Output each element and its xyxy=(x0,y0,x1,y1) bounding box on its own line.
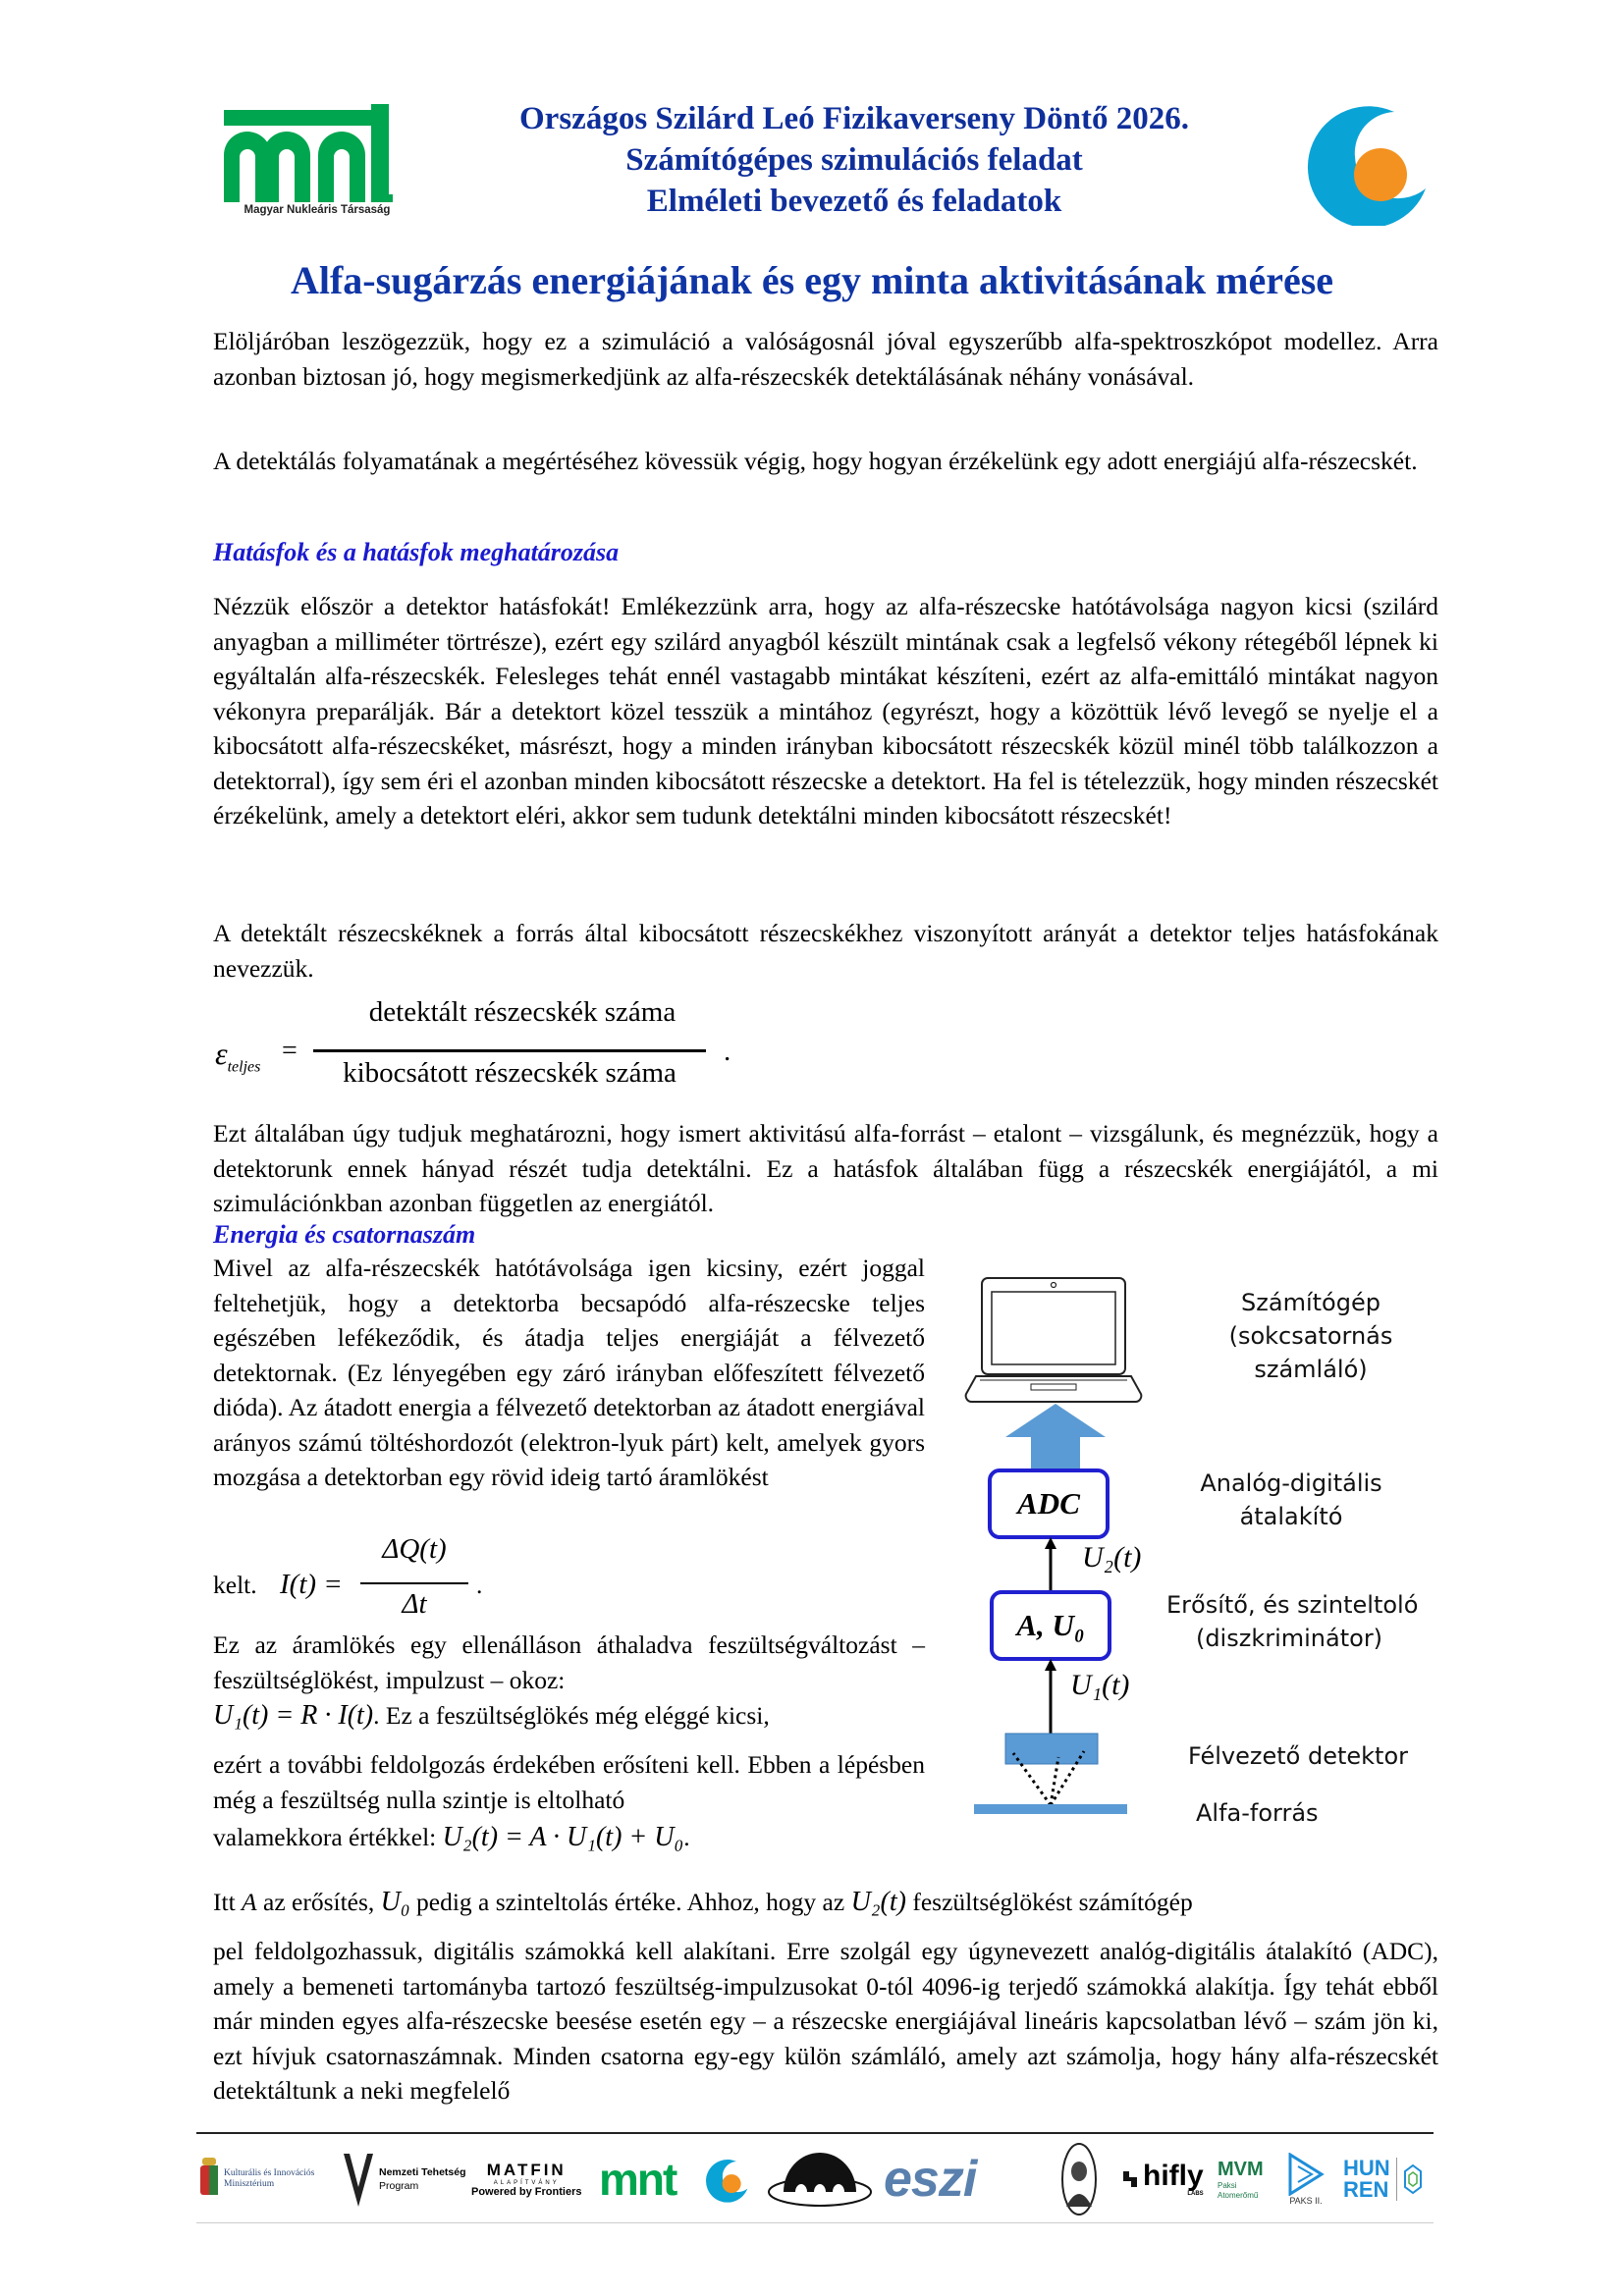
logo-portrait-seal xyxy=(1060,2140,1098,2218)
logo-crescent-small xyxy=(699,2140,748,2218)
u1-followup-text: . Ez a feszültséglökés még eléggé kicsi, xyxy=(373,1701,770,1730)
efficiency-formula xyxy=(213,996,763,1104)
energy-paragraph-1: Mivel az alfa-részecskék hatótávolsága igen kicsiny, ezért joggal feltehetjük, hogy a detektorba becsapódó alfa-részecske teljes egészében lefékeződik, és átadja teljes energiáját a félvezető detektornak. (Ez lényegében egy záró irányban előfeszített félvezető dióda). Az átadott energia a félvezető detektorban az átadott energiával arányos számú töltéshordozót (elektron-lyuk párt) kelt, amelyek gyors mozgása a detektorban egy rövid ideig tartó áramlökést xyxy=(213,1254,925,1491)
formula-numerator: detektált részecskék száma xyxy=(368,996,677,1028)
formula-prefix: kelt. xyxy=(213,1571,257,1599)
mnt-logo-mark-icon xyxy=(224,104,410,202)
logo-eszi: eszi xyxy=(884,2151,977,2208)
detector-label: Félvezető detektor xyxy=(1188,1742,1409,1770)
crescent-sun-icon xyxy=(699,2148,748,2211)
alpha-source-label: Alfa-forrás xyxy=(1196,1799,1319,1827)
computer-label: Számítógép (sokcsatornás számláló) xyxy=(1228,1289,1393,1383)
intro-paragraph-1: Elöljáróban leszögezzük, hogy ez a szimuláció a valóságosnál jóval egyszerűbb alfa-spektroszkópot modellez. Arra azonban biztosan jó, hogy megismerkedjünk az alfa-részecskék detektálásának néhány vonásával. xyxy=(213,327,1438,391)
logo-hunren: HUN REN xyxy=(1343,2140,1423,2218)
symbol-u2t: U₂(t) xyxy=(850,1887,906,1917)
logo-kim: Kulturális és Innovációs Minisztérium xyxy=(198,2140,314,2218)
header-title-line-3: Elméleti bevezető és feladatok xyxy=(646,184,1062,219)
ntp-emblem-icon xyxy=(342,2150,375,2209)
symbol-a: A xyxy=(242,1888,257,1916)
fraction-bar xyxy=(313,1049,706,1052)
logo-matfin: MATFIN ALAPÍTVÁNY Powered by Frontiers xyxy=(471,2161,582,2198)
u2-period: . xyxy=(683,1823,690,1851)
energy-paragraph-2: Ez az áramlökés egy ellenálláson áthaladva feszültségváltozást – feszültséglökést, impulzust – okoz: xyxy=(213,1630,925,1694)
u2-signal-label: U₂(t) xyxy=(1082,1541,1142,1574)
logo-mnt-small: mnt xyxy=(599,2154,677,2205)
u1-formula: U₁(t) = R · I(t) xyxy=(213,1700,374,1731)
text-szinteltolas: pedig a szinteltolás értéke. Ahhoz, hogy az xyxy=(416,1888,845,1916)
formula-period: . xyxy=(476,1571,483,1599)
crescent-logo xyxy=(1288,98,1428,226)
efficiency-paragraph-3: Ezt általában úgy tudjuk meghatározni, hogy ismert aktivitású alfa-forrást – etalont – vizsgálunk, és megnézzük, hogy a detektorunk ennek hányad részét tudja detektálni. Ez a hatásfok általában függ a részecskék energiájától, a mi szimulációnkban azonban független az energiától. xyxy=(213,1119,1438,1217)
fraction-bar xyxy=(360,1582,468,1584)
section-heading-efficiency: Hatásfok és a hatásfok meghatározása xyxy=(213,538,620,566)
u1-signal-label: U₁(t) xyxy=(1070,1669,1130,1701)
u2-formula: U₂(t) = A · U₁(t) + U₀ xyxy=(442,1822,684,1852)
detector-source-icon xyxy=(972,1732,1139,1820)
u2-arrow-icon xyxy=(1041,1537,1060,1596)
formula-numerator: ΔQ(t) xyxy=(382,1533,447,1565)
formula-denominator: kibocsátott részecskék száma xyxy=(343,1057,677,1089)
hunren-hexagon-icon xyxy=(1403,2163,1423,2195)
adc-label: Analóg-digitális átalakító xyxy=(1200,1469,1382,1530)
portrait-seal-icon xyxy=(1060,2142,1098,2216)
u1-arrow-icon xyxy=(1041,1659,1060,1735)
efficiency-paragraph-1: Nézzük először a detektor hatásfokát! Emlékezzünk arra, hogy az alfa-részecske hatótávolsága nagyon kicsi (szilárd anyagban a milliméter törtrésze), ezért egy szilárd anyagból készült mintának csak a legfelső vékony rétegéből lépnek ki egyáltalán alfa-részecskék. Felesleges tehát ennél vastagabb mintákat készíteni, ezért az alfa-emittáló mintákat nagyon vékonyra preparálják. Bár a detektort közel tesszük a mintához (egyrészt, hogy a közöttük lévő levegő se nyelje el a kibocsátott alfa-részecskéket, másrészt, hogy a minden irányban kibocsátott részecskék közül minél több találkozzon a detektorral), így sem éri el azonban minden kibocsátott részecske a detektort. Ha fel is tételezzük, hogy minden részecskét érzékelünk, amely a detektort eléri, akkor sem tudunk detektálni minden kibocsátott részecskét! xyxy=(213,592,1438,829)
amplifier-box: A, U₀ xyxy=(990,1590,1111,1661)
itt-line xyxy=(213,1887,1193,1918)
energy-paragraph-7: pel feldolgozhassuk, digitális számokká kell alakítani. Erre szolgál egy úgynevezett analóg-digitális átalakító (ADC), amely a bemeneti tartományba tartozó feszültség-impulzusokat 0-tól 4096-ig terjedő számokká alakítja. Így tehát ebből már minden egyes alfa-részecske beesése esetén egy – a részecske energiájával lineáris kapcsolatban lévő – szám jön ki, ezt hívjuk csatornaszámnak. Minden csatorna egy-egy külön számláló, amely azt számolja, hogy hány alfa-részecskét detektáltunk a neki megfelelő xyxy=(213,1937,1438,2105)
footer-divider xyxy=(196,2132,1434,2134)
hifly-mark-icon xyxy=(1121,2169,1139,2189)
logo-ementi xyxy=(766,2140,874,2218)
detection-chain-diagram xyxy=(943,1266,1419,1827)
header-title-line-2: Számítógépes szimulációs feladat xyxy=(625,142,1083,178)
laptop-icon xyxy=(962,1274,1149,1407)
formula-denominator: Δt xyxy=(402,1588,427,1620)
energy-paragraph-4: ezért a további feldolgozás érdekében erősíteni kell. Ebben a lépésben még a feszültség nulla szintje is eltolható xyxy=(213,1750,925,1814)
digital-data-arrow-icon xyxy=(1001,1404,1110,1472)
mnt-caption: Magyar Nukleáris Társaság xyxy=(244,204,391,216)
section-heading-energy: Energia és csatornaszám xyxy=(213,1220,476,1249)
efficiency-paragraph-2: A detektált részecskéknek a forrás által kibocsátott részecskékhez viszonyított arányát a detektor teljes hatásfokának nevezzük. xyxy=(213,919,1438,983)
formula-lhs: I(t) = xyxy=(280,1569,343,1600)
crescent-sun-icon xyxy=(1288,98,1428,226)
hungarian-coat-of-arms-icon xyxy=(198,2158,220,2201)
u1-formula-line xyxy=(213,1700,770,1732)
u2-formula-line xyxy=(213,1822,690,1853)
dome-emblem-icon xyxy=(766,2145,874,2214)
footer-bottom-divider xyxy=(196,2222,1434,2223)
equals-sign: = xyxy=(282,1036,298,1066)
logo-paks2: PAKS II. xyxy=(1286,2140,1326,2218)
sponsor-logos xyxy=(196,2140,1434,2218)
text-itt: Itt xyxy=(213,1888,236,1916)
main-title: Alfa-sugárzás energiájának és egy minta aktivitásának mérése xyxy=(290,258,1334,302)
formula-period: . xyxy=(724,1036,731,1067)
mnt-logo xyxy=(224,104,410,224)
logo-mvm: MVM Paksi Atomerőmű xyxy=(1218,2158,1264,2200)
epsilon-symbol: $\varepsilon_{teljes}$ xyxy=(215,1036,261,1076)
header-title-line-1: Országos Szilárd Leó Fizikaverseny Döntő 2026. xyxy=(519,101,1189,136)
symbol-u0: U₀ xyxy=(380,1887,410,1917)
intro-paragraph-2: A detektálás folyamatának a megértéséhez kövessük végig, hogy hogyan érzékelünk egy adott energiájú alfa-részecskét. xyxy=(213,447,1418,475)
page-header xyxy=(0,0,1624,245)
paks2-triangle-icon xyxy=(1286,2153,1326,2196)
logo-hifly: hifly LABS xyxy=(1121,2140,1204,2218)
text-erosites: az erősítés, xyxy=(263,1888,375,1916)
text-szamitogep: feszültséglökést számítógép xyxy=(912,1888,1193,1916)
current-formula xyxy=(213,1531,704,1629)
header-titles xyxy=(412,98,1296,222)
adc-box: ADC xyxy=(988,1468,1110,1539)
u2-prefix-text: valamekkora értékkel: xyxy=(213,1823,437,1851)
amplifier-label: Erősítő, és szinteltoló (diszkriminátor) xyxy=(1166,1591,1419,1652)
logo-ntp: Nemzeti Tehetség Program xyxy=(342,2140,466,2218)
